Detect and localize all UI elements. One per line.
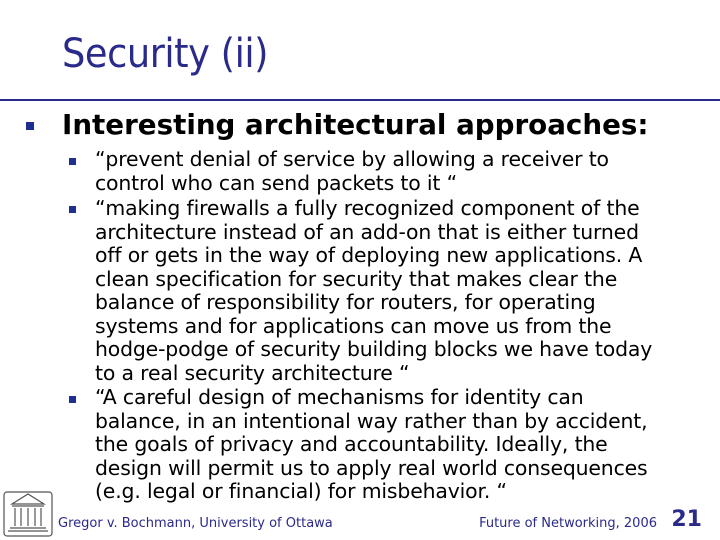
square-bullet-icon <box>26 122 34 130</box>
bullet-3-line-5: (e.g. legal or financial) for misbehavior. “ <box>95 479 507 503</box>
slide-title: Security (ii) <box>62 31 269 77</box>
bullet-3-line-1: “A careful design of mechanisms for identity can <box>95 385 584 409</box>
square-bullet-icon <box>69 396 76 403</box>
bullet-2-line-5: balance of responsibility for routers, for operating <box>95 290 596 314</box>
bullet-2-line-3: off or gets in the way of deploying new applications. A <box>95 243 643 267</box>
square-bullet-icon <box>69 158 76 165</box>
footer-event: Future of Networking, 2006 <box>479 516 657 531</box>
bullet-3-line-3: the goals of privacy and accountability. Ideally, the <box>95 432 608 456</box>
bullet-2-line-1: “making firewalls a fully recognized component of the <box>95 196 640 220</box>
bullet-3-line-2: balance, in an intentional way rather than by accident, <box>95 408 648 433</box>
bullet-2-line-2: architecture instead of an add-on that is either turned <box>95 219 639 244</box>
main-heading: Interesting architectural approaches: <box>62 108 649 141</box>
bullet-text-2 <box>95 197 695 385</box>
bullet-text-3 <box>95 386 695 504</box>
university-building-logo-icon <box>0 478 56 540</box>
bullet-2-line-6: systems and for applications can move us from the <box>95 313 612 338</box>
bullet-1-line-1: “prevent denial of service by allowing a receiver to <box>95 147 609 171</box>
bullet-2-line-8: to a real security architecture “ <box>95 360 410 385</box>
bullet-1-line-2: control who can send packets to it “ <box>95 170 457 195</box>
bullet-2-line-4: clean specification for security that makes clear the <box>95 266 618 291</box>
square-bullet-icon <box>69 206 76 213</box>
page-number: 21 <box>671 507 702 532</box>
title-divider <box>0 99 720 101</box>
bullet-2-line-7: hodge-podge of security building blocks we have today <box>95 337 653 361</box>
footer-author: Gregor v. Bochmann, University of Ottawa <box>58 516 333 531</box>
bullet-text-1 <box>95 148 695 195</box>
bullet-3-line-4: design will permit us to apply real world consequences <box>95 455 648 480</box>
